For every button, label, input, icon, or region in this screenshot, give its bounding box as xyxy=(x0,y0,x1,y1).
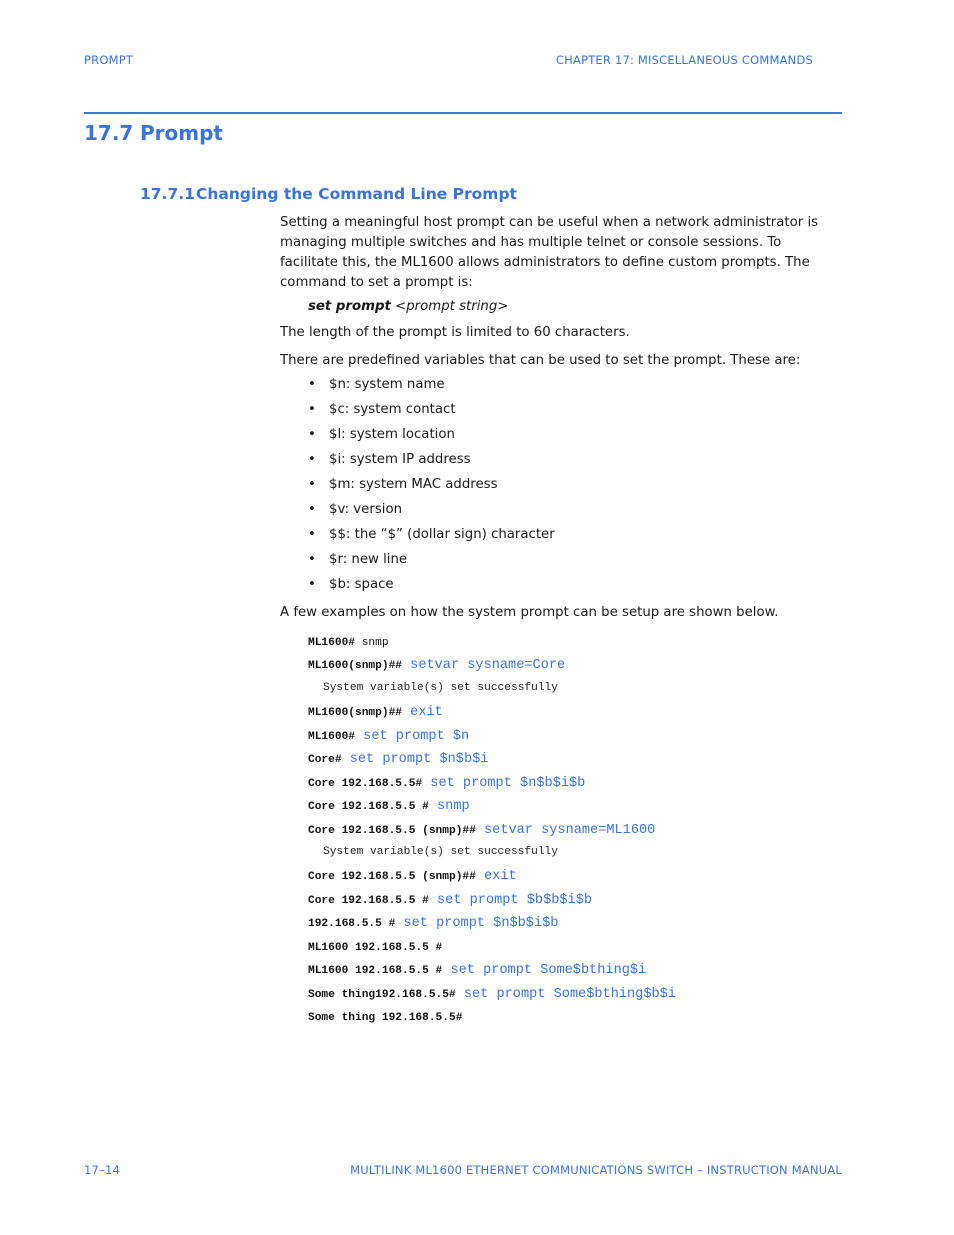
subsection-heading xyxy=(140,185,517,203)
cli-prompt: ML1600(snmp)## xyxy=(308,707,402,720)
list-item xyxy=(308,550,555,575)
cli-command: snmp xyxy=(355,637,389,649)
list-item-text: $c: system contact xyxy=(329,402,456,417)
code-line xyxy=(308,982,848,1005)
list-item-text: $l: system location xyxy=(329,427,455,442)
cli-command: set prompt Some$bthing$b$i xyxy=(455,986,676,1002)
cli-prompt: ML1600# xyxy=(308,637,355,649)
page-number: 17–14 xyxy=(84,1163,121,1177)
list-item xyxy=(308,500,555,525)
syntax-command: set prompt xyxy=(308,299,391,314)
bullet-marker: • xyxy=(308,502,316,517)
list-item-text: $i: system IP address xyxy=(329,452,471,467)
list-item-text: $n: system name xyxy=(329,377,445,392)
cli-prompt: Core 192.168.5.5 (snmp)## xyxy=(308,824,476,837)
code-line xyxy=(308,630,848,653)
list-item xyxy=(308,375,555,400)
code-line xyxy=(308,771,848,794)
bullet-marker: • xyxy=(308,477,316,492)
cli-prompt: ML1600 192.168.5.5 # xyxy=(308,965,443,978)
syntax-argument: <prompt string> xyxy=(390,299,509,314)
cli-command: setvar sysname=Core xyxy=(402,658,566,674)
code-line xyxy=(308,864,848,887)
cli-prompt: ML1600# xyxy=(308,730,355,743)
list-item-text: $v: version xyxy=(329,502,403,517)
cli-command: set prompt Some$bthing$i xyxy=(442,963,647,979)
code-line xyxy=(308,700,848,723)
list-item xyxy=(308,425,555,450)
footer-manual-title: MULTILINK ML1600 ETHERNET COMMUNICATIONS SWITCH – INSTRUCTION MANUAL xyxy=(350,1163,842,1177)
section-title: Prompt xyxy=(140,121,223,145)
code-line xyxy=(308,911,848,934)
cli-prompt: ML1600(snmp)## xyxy=(308,660,402,673)
cli-command: set prompt $n$b$i$b xyxy=(422,775,586,791)
code-example-block xyxy=(308,630,848,1028)
code-line xyxy=(308,1005,848,1028)
cli-prompt: Core 192.168.5.5 # xyxy=(308,894,429,907)
list-item xyxy=(308,400,555,425)
cli-command: set prompt $n xyxy=(355,728,470,744)
length-paragraph: The length of the prompt is limited to 60 characters. xyxy=(280,325,630,340)
list-item xyxy=(308,525,555,550)
code-line xyxy=(308,794,848,817)
code-line xyxy=(308,724,848,747)
bullet-marker: • xyxy=(308,402,316,417)
code-line xyxy=(308,935,848,958)
command-syntax xyxy=(308,297,508,317)
variables-list xyxy=(308,375,555,600)
bullet-marker: • xyxy=(308,452,316,467)
code-line xyxy=(308,958,848,981)
cli-command: exit xyxy=(402,705,443,721)
cli-prompt: Some thing192.168.5.5# xyxy=(308,988,456,1001)
bullet-marker: • xyxy=(308,577,316,592)
cli-prompt: Core 192.168.5.5 # xyxy=(308,801,429,814)
code-line xyxy=(308,888,848,911)
bullet-marker: • xyxy=(308,552,316,567)
section-number: 17.7 xyxy=(84,121,134,145)
examples-paragraph: A few examples on how the system prompt can be setup are shown below. xyxy=(280,605,779,620)
cli-prompt: 192.168.5.5 # xyxy=(308,918,396,931)
cli-command: set prompt $n$b$i$b xyxy=(395,916,559,932)
list-item xyxy=(308,450,555,475)
cli-command: set prompt $b$b$i$b xyxy=(428,892,593,908)
cli-prompt: Core 192.168.5.5# xyxy=(308,777,423,790)
section-rule xyxy=(84,112,842,114)
section-heading xyxy=(84,121,223,145)
code-output-line: System variable(s) set successfully xyxy=(323,681,558,694)
intro-paragraph: Setting a meaningful host prompt can be useful when a network administrator is managing multiple switches and has multiple telnet or console sessions. To facilitate this, the ML1600 allows administrators to define custom prompts. The command to set a prompt is: xyxy=(280,215,819,290)
code-line xyxy=(308,818,848,841)
bullet-marker: • xyxy=(308,527,316,542)
cli-command: set prompt $n$b$i xyxy=(341,752,489,768)
subsection-title: Changing the Command Line Prompt xyxy=(196,185,517,203)
code-line xyxy=(308,747,848,770)
cli-prompt: Some thing 192.168.5.5# xyxy=(308,1012,463,1024)
variables-paragraph: There are predefined variables that can be used to set the prompt. These are: xyxy=(280,353,801,368)
cli-command: exit xyxy=(475,869,517,885)
cli-prompt: ML1600 192.168.5.5 # xyxy=(308,941,443,954)
list-item xyxy=(308,575,555,600)
cli-command: setvar sysname=ML1600 xyxy=(475,822,656,838)
list-item xyxy=(308,475,555,500)
code-line xyxy=(308,653,848,676)
code-output-line: System variable(s) set successfully xyxy=(323,845,558,858)
list-item-text: $b: space xyxy=(329,577,394,592)
cli-command: snmp xyxy=(428,799,470,815)
cli-prompt: Core# xyxy=(308,754,342,767)
running-header-chapter: CHAPTER 17: MISCELLANEOUS COMMANDS xyxy=(555,53,813,67)
running-header-section: PROMPT xyxy=(84,53,134,67)
list-item-text: $r: new line xyxy=(329,552,408,567)
cli-prompt: Core 192.168.5.5 (snmp)## xyxy=(308,871,476,884)
bullet-marker: • xyxy=(308,377,316,392)
subsection-number: 17.7.1 xyxy=(140,185,195,203)
list-item-text: $m: system MAC address xyxy=(329,477,498,492)
list-item-text: $$: the “$” (dollar sign) character xyxy=(329,527,555,542)
bullet-marker: • xyxy=(308,427,316,442)
